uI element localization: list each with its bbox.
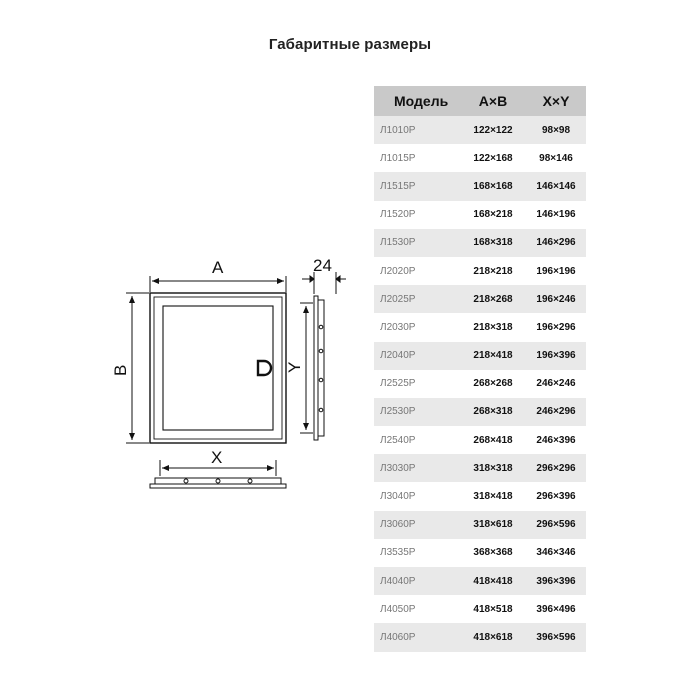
ab-cell: 218×418 [473,350,513,362]
ab-cell: 168×318 [473,237,513,249]
side-view [300,272,346,440]
model-cell: Л2540Р [380,434,416,446]
table-row [374,398,586,426]
ab-cell: 122×122 [473,124,513,136]
table-row [374,454,586,482]
model-cell: Л2025Р [380,293,416,305]
xy-cell: 146×146 [536,180,576,192]
model-cell: Л3535Р [380,547,416,559]
dimensions-table [374,86,586,652]
table-row [374,257,586,285]
table-row [374,313,586,341]
ab-cell: 418×518 [473,603,513,615]
ab-cell: 168×168 [473,180,513,192]
table-row [374,370,586,398]
xy-cell: 196×246 [536,293,576,305]
model-cell: Л2530Р [380,406,416,418]
ab-cell: 268×318 [473,406,513,418]
ab-cell: 268×418 [473,434,513,446]
model-cell: Л1015Р [380,152,416,164]
ab-cell: 368×368 [473,547,513,559]
xy-cell: 296×396 [536,491,576,503]
ab-cell: 268×268 [473,378,513,390]
model-cell: Л1520Р [380,209,416,221]
label-depth: 24 [313,256,332,275]
front-view [150,293,286,443]
table-row [374,144,586,172]
xy-cell: 196×396 [536,350,576,362]
xy-cell: 146×196 [536,209,576,221]
model-cell: Л3060Р [380,519,416,531]
label-y: Y [285,361,304,373]
ab-cell: 318×618 [473,519,513,531]
xy-cell: 346×346 [536,547,576,559]
ab-cell: 418×618 [473,631,513,643]
header-model: Модель [394,93,449,109]
model-cell: Л2030Р [380,321,416,333]
xy-cell: 196×196 [536,265,576,277]
model-cell: Л4050Р [380,603,416,615]
table-header [374,86,586,116]
xy-cell: 396×596 [536,631,576,643]
ab-cell: 218×218 [473,265,513,277]
dimension-a [150,276,286,292]
model-cell: Л3040Р [380,491,416,503]
table-row [374,116,586,144]
model-cell: Л1530Р [380,237,416,249]
ab-cell: 418×418 [473,575,513,587]
xy-cell: 396×396 [536,575,576,587]
ab-cell: 218×318 [473,321,513,333]
table-row [374,426,586,454]
table-row [374,511,586,539]
header-ab: A×B [478,93,508,109]
header-xy: X×Y [542,93,570,109]
ab-cell: 218×268 [473,293,513,305]
xy-cell: 296×596 [536,519,576,531]
model-cell: Л1515Р [380,180,416,192]
table-row [374,172,586,200]
page-title: Габаритные размеры [268,36,432,53]
table-row [374,229,586,257]
xy-cell: 246×396 [536,434,576,446]
ab-cell: 122×168 [473,152,513,164]
table-row [374,539,586,567]
xy-cell: 98×146 [539,152,573,164]
xy-cell: 246×296 [536,406,576,418]
xy-cell: 196×296 [536,321,576,333]
model-cell: Л2020Р [380,265,416,277]
lock-icon [258,361,271,375]
table-row [374,595,586,623]
label-a: A [212,258,224,277]
ab-cell: 318×318 [473,462,513,474]
ab-cell: 318×418 [473,491,513,503]
table-row [374,342,586,370]
xy-cell: 98×98 [541,124,571,136]
table-row [374,482,586,510]
xy-cell: 296×296 [536,462,576,474]
xy-cell: 246×246 [536,378,576,390]
table-row [374,623,586,651]
model-cell: Л3030Р [380,462,416,474]
model-cell: Л4040Р [380,575,416,587]
table-row [374,201,586,229]
table-row [374,285,586,313]
label-x: X [211,448,223,467]
model-cell: Л2040Р [380,350,416,362]
model-cell: Л4060Р [380,631,416,643]
xy-cell: 146×296 [536,237,576,249]
model-cell: Л2525Р [380,378,416,390]
ab-cell: 168×218 [473,209,513,221]
hatch-diagram [110,245,360,505]
table-row [374,567,586,595]
xy-cell: 396×496 [536,603,576,615]
model-cell: Л1010Р [380,124,416,136]
label-b: B [111,364,130,376]
